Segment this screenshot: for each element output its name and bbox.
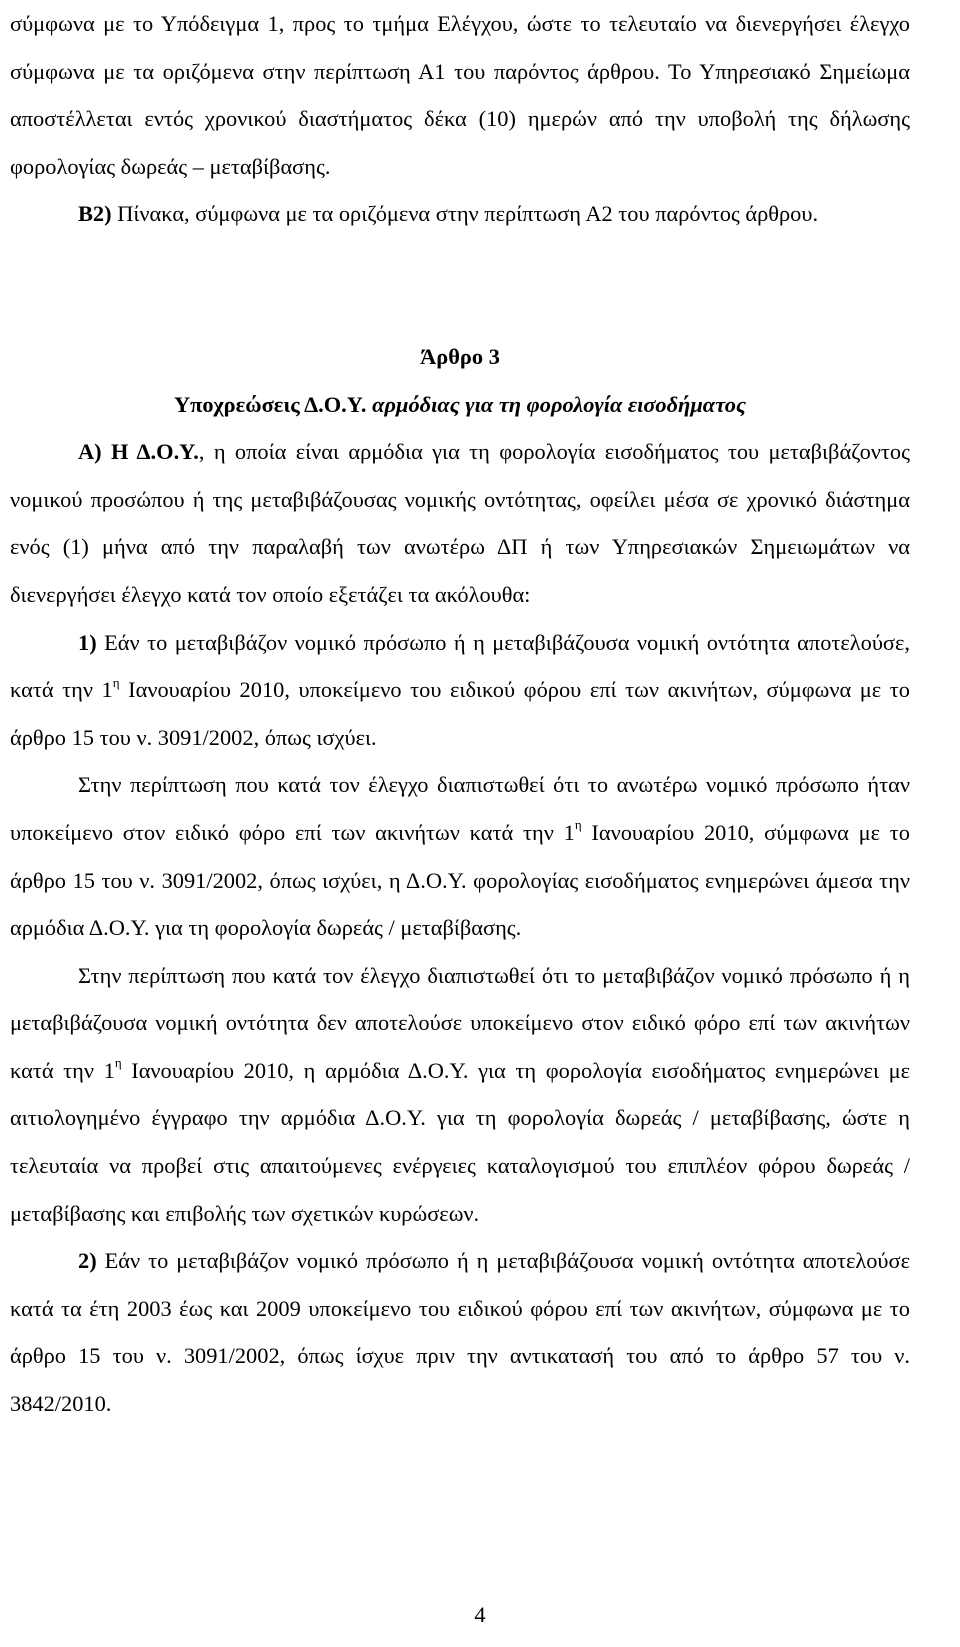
para2-text-b: Ιανουαρίου 2010, η αρμόδια Δ.Ο.Υ. για τη φορολογία εισοδήματος ενημερώνει με αιτιολογημένο έγγραφο την αρμόδια Δ.Ο.Υ. για τη φορολογία δωρεάς / μεταβίβασης, ώστε η τελευταία να προβεί στις απαιτούμενες ενέργειες καταλογισμού του επιπλέον φόρου δωρεάς / μεταβίβασης και επιβολής των σχετικών κυρώσεων. — [10, 1057, 910, 1226]
section-a-paragraph — [10, 428, 910, 618]
section-a-label: Α) Η Δ.Ο.Υ. — [78, 439, 199, 465]
item-1-text-b: Ιανουαρίου 2010, υποκείμενο του ειδικού φόρου επί των ακινήτων, σύμφωνα με το άρθρο 15 του ν. 3091/2002, όπως ισχύει. — [10, 677, 910, 750]
item-2-text: Εάν το μεταβιβάζον νομικό πρόσωπο ή η μεταβιβάζουσα νομική οντότητα αποτελούσε κατά τα έτη 2003 έως και 2009 υποκείμενο του ειδικού φόρου επί των ακινήτων, σύμφωνα με το άρθρο 15 του ν. 3091/2002, όπως ίσχυε πριν την αντικατασή του από το άρθρο 57 του ν. 3842/2010. — [10, 1248, 910, 1417]
item-1-paragraph — [10, 619, 910, 762]
item-1-sup: η — [112, 674, 120, 690]
para1-text-b: Ιανουαρίου 2010, σύμφωνα με το άρθρο 15 του ν. 3091/2002, όπως ισχύει, η Δ.Ο.Υ. φορολογίας εισοδήματος ενημερώνει άμεσα την αρμόδια Δ.Ο.Υ. για τη φορολογία δωρεάς / μεταβίβασης. — [10, 819, 910, 941]
item-2-paragraph — [10, 1237, 910, 1427]
article-subtitle — [10, 381, 910, 429]
section-a-text: , η οποία είναι αρμόδια για τη φορολογία εισοδήματος του μεταβιβάζοντος νομικού προσώπου ή της μεταβιβάζουσας νομικής οντότητας, οφείλει μέσα σε χρονικό διάστημα ενός (1) μήνα από την παραλαβή των ανωτέρω ΔΠ ή των Υπηρεσιακών Σημειωμάτων να διενεργήσει έλεγχο κατά τον οποίο εξετάζει τα ακόλουθα: — [10, 439, 910, 607]
spacer — [10, 238, 910, 333]
b2-label: Β2) — [78, 201, 112, 227]
continuation-paragraph: σύμφωνα με το Υπόδειγμα 1, προς το τμήμα Ελέγχου, ώστε το τελευταίο να διενεργήσει έλεγχο σύμφωνα με τα οριζόμενα στην περίπτωση Α1 του παρόντος άρθρου. Το Υπηρεσιακό Σημείωμα αποστέλλεται εντός χρονικού διαστήματος δέκα (10) ημερών από την υποβολή της δήλωσης φορολογίας δωρεάς – μεταβίβασης. — [10, 11, 910, 179]
item-1-label: 1) — [78, 629, 97, 655]
para2-text-a: Στην περίπτωση που κατά τον έλεγχο διαπιστωθεί ότι το μεταβιβάζον νομικό πρόσωπο ή η μεταβιβάζουσα νομική οντότητα δεν αποτελούσε υποκείμενο στον ειδικό φόρο επί των ακινήτων κατά την 1 — [10, 962, 910, 1083]
page-number: 4 — [474, 1602, 486, 1627]
para1-sup: η — [574, 817, 582, 833]
para2-sup: η — [114, 1055, 122, 1071]
article-subtitle-bold: Υποχρεώσεις Δ.Ο.Υ. — [173, 391, 367, 417]
article-subtitle-italic: αρμόδιας για τη φορολογία εισοδήματος — [366, 391, 746, 417]
para1-text-a: Στην περίπτωση που κατά τον έλεγχο διαπιστωθεί ότι το ανωτέρω νομικό πρόσωπο ήταν υποκείμενο στον ειδικό φόρο επί των ακινήτων κατά την 1 — [10, 772, 910, 845]
item-2-label: 2) — [78, 1248, 97, 1274]
document-page — [10, 0, 910, 1428]
item-1-text-a: Εάν το μεταβιβάζον νομικό πρόσωπο ή η μεταβιβάζουσα νομική οντότητα αποτελούσε, κατά την 1 — [10, 629, 910, 703]
article-title: Άρθρο 3 — [420, 343, 500, 369]
paragraph-b2 — [10, 190, 910, 238]
paragraph-case-negative — [10, 952, 910, 1238]
paragraph-case-positive — [10, 761, 910, 951]
b2-text: Πίνακα, σύμφωνα με τα οριζόμενα στην περίπτωση Α2 του παρόντος άρθρου. — [111, 201, 819, 227]
